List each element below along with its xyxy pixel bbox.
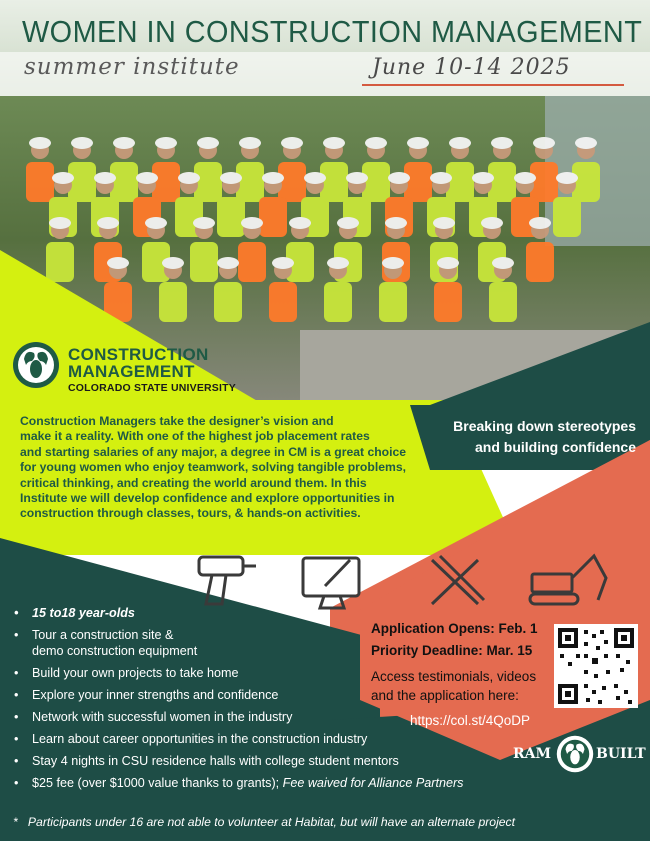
list-item: • Network with successful women in the industry [12, 710, 612, 724]
person-vest [320, 162, 348, 202]
hard-hat [107, 257, 129, 269]
intro-paragraph [20, 414, 450, 522]
summer-institute-label: summer institute [24, 54, 240, 80]
hard-hat [281, 137, 303, 149]
person-vest [194, 162, 222, 202]
hard-hat [533, 137, 555, 149]
hard-hat [556, 172, 578, 184]
ram-built-left: RAM [513, 746, 551, 762]
person-vest [269, 282, 297, 322]
hard-hat [437, 257, 459, 269]
hard-hat [272, 257, 294, 269]
person-vest [217, 197, 245, 237]
tagline-line: Breaking down stereotypes [453, 418, 636, 434]
hard-hat [289, 217, 311, 229]
person-vest [530, 162, 558, 202]
hard-hat [529, 217, 551, 229]
logo-line-university: COLORADO STATE UNIVERSITY [68, 382, 236, 394]
list-item: • $25 fee (over $1000 value thanks to grants); Fee waived for Alliance Partners [12, 776, 612, 790]
hard-hat [71, 137, 93, 149]
list-item: • 15 to18 year-olds [12, 606, 612, 620]
intro-line: make it a reality. With one of the highest job placement rates [20, 429, 370, 444]
person-vest [488, 162, 516, 202]
intro-line: Institute we will develop confidence and explore opportunities in [20, 491, 395, 506]
qr-code-icon[interactable] [554, 624, 638, 708]
hard-hat [449, 137, 471, 149]
hard-hat [327, 257, 349, 269]
person-vest [324, 282, 352, 322]
ram-built-icon [556, 735, 594, 773]
tagline-line: and building confidence [475, 439, 636, 455]
hard-hat [365, 137, 387, 149]
priority-deadline: Priority Deadline: Mar. 15 [371, 643, 533, 658]
event-dates: June 10-14 2025 [372, 55, 571, 80]
hard-hat [514, 172, 536, 184]
list-item: • Build your own projects to take home [12, 666, 612, 680]
intro-line: critical thinking, and creating the world around them. In this [20, 475, 367, 490]
person-vest [259, 197, 287, 237]
hard-hat [49, 217, 71, 229]
intro-line: for young women who enjoy teamwork, solving tangible problems, [20, 460, 406, 475]
person-vest [526, 242, 554, 282]
tagline [420, 416, 636, 458]
hard-hat [155, 137, 177, 149]
person-vest [278, 162, 306, 202]
logo-line-management: MANAGEMENT [68, 362, 195, 381]
list-item: • Stay 4 nights in CSU residence halls with college student mentors [12, 754, 612, 768]
hard-hat [481, 217, 503, 229]
person-vest [379, 282, 407, 322]
person-vest [159, 282, 187, 322]
logo-line-construction: CONSTRUCTION [68, 345, 209, 364]
hard-hat [162, 257, 184, 269]
hard-hat [337, 217, 359, 229]
list-item: • Explore your inner strengths and confidence [12, 688, 612, 702]
person-vest [446, 162, 474, 202]
hard-hat [197, 137, 219, 149]
person-vest [434, 282, 462, 322]
hard-hat [388, 172, 410, 184]
hard-hat [407, 137, 429, 149]
person-vest [236, 162, 264, 202]
person-vest [46, 242, 74, 282]
list-item: • Tour a construction site & demo construction equipment [12, 627, 612, 659]
person-vest [214, 282, 242, 322]
hard-hat [491, 137, 513, 149]
person-vest [110, 162, 138, 202]
hard-hat [217, 257, 239, 269]
person-vest [572, 162, 600, 202]
hard-hat [136, 172, 158, 184]
hard-hat [113, 137, 135, 149]
hard-hat [29, 137, 51, 149]
ram-built-right: BUILT [596, 746, 646, 762]
list-item: • Learn about career opportunities in the construction industry [12, 732, 612, 746]
hard-hat [52, 172, 74, 184]
person-vest [404, 162, 432, 202]
footnote-mark: * [13, 815, 18, 829]
drill-icon [199, 557, 256, 604]
person-vest [489, 282, 517, 322]
ram-head-icon [12, 341, 60, 389]
hard-hat [346, 172, 368, 184]
person-vest [152, 162, 180, 202]
hard-hat [430, 172, 452, 184]
dates-underline [362, 84, 624, 86]
hard-hat [382, 257, 404, 269]
hard-hat [472, 172, 494, 184]
access-text: Access testimonials, videos and the application here: [371, 669, 537, 703]
intro-line: and starting salaries of any major, a degree in CM is a great choice [20, 444, 407, 459]
hard-hat [97, 217, 119, 229]
hard-hat [323, 137, 345, 149]
application-opens: Application Opens: Feb. 1 [371, 621, 538, 636]
person-vest [190, 242, 218, 282]
footnote [13, 815, 613, 829]
intro-line: construction through classes, tours, & hands-on activities. [20, 506, 361, 521]
hard-hat [94, 172, 116, 184]
hard-hat [385, 217, 407, 229]
hard-hat [304, 172, 326, 184]
application-link[interactable]: https://col.st/4QoDP [410, 713, 531, 728]
person-vest [26, 162, 54, 202]
hard-hat [193, 217, 215, 229]
hard-hat [433, 217, 455, 229]
person-vest [553, 197, 581, 237]
person-vest [238, 242, 266, 282]
hard-hat [145, 217, 167, 229]
hard-hat [239, 137, 261, 149]
person-vest [68, 162, 96, 202]
footnote-text: Participants under 16 are not able to volunteer at Habitat, but will have an alternate project [27, 815, 516, 829]
hard-hat [262, 172, 284, 184]
person-vest [362, 162, 390, 202]
intro-line: Construction Managers take the designer’s vision and [20, 414, 334, 428]
hard-hat [220, 172, 242, 184]
hard-hat [178, 172, 200, 184]
page-title: WOMEN IN CONSTRUCTION MANAGEMENT [22, 14, 643, 49]
hard-hat [492, 257, 514, 269]
hard-hat [241, 217, 263, 229]
hard-hat [575, 137, 597, 149]
